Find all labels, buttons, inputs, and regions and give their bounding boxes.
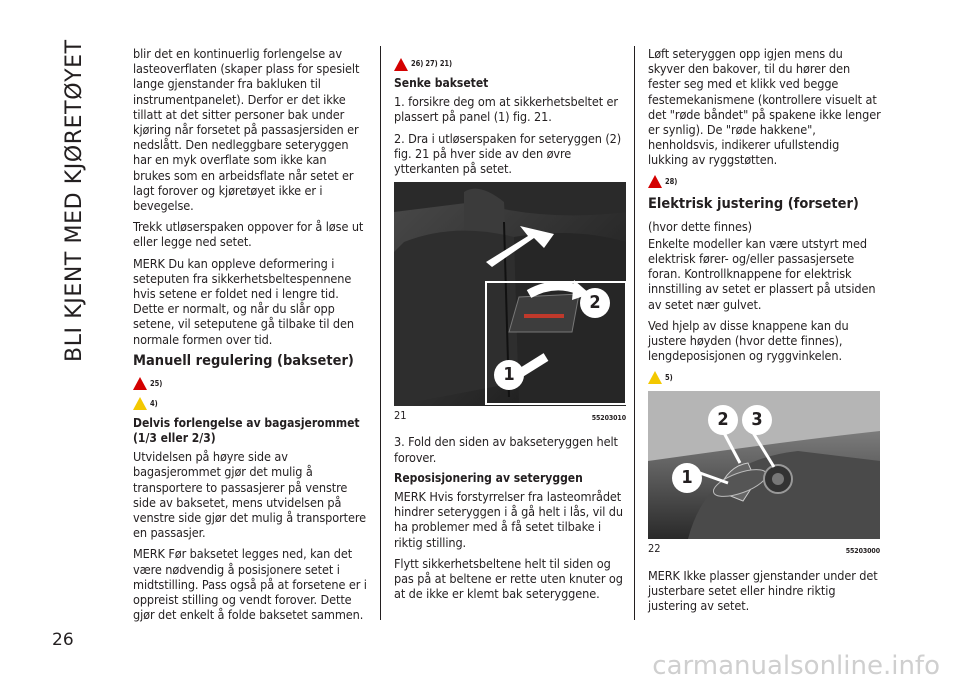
note-triangle-icon	[648, 371, 662, 384]
warning-reference: 26) 27) 21)	[394, 56, 628, 72]
note-paragraph: MERK Du kan oppleve deformering i seteputen fra sikkerhetsbeltespennene hvis setene er foldet ned i lengre tid. Dette er normalt, og når du slår opp setene, vil seteputene gå tilbake til den normale formen over tid.	[133, 255, 354, 347]
callout-3: 3	[742, 405, 772, 435]
section-heading: Elektrisk justering (forseter)	[648, 195, 859, 212]
figure-number: 22	[648, 542, 661, 556]
paragraph: Enkelte modeller kan være utstyrt med elektrisk fører- og/eller passasjersete foran. Kontrollknappene for elektrisk innstilling av setet er plassert på utsiden av setet nær gulvet.	[648, 235, 876, 312]
figure-21	[394, 182, 626, 426]
step-3: 3. Fold den siden av bakseteryggen helt forover.	[394, 434, 618, 465]
page-number: 26	[52, 630, 74, 650]
figure-number: 21	[394, 409, 407, 423]
figure-code: 55203010	[591, 414, 626, 423]
paragraph: Trekk utløserspaken oppover for å løse ut eller legge ned setet.	[133, 219, 364, 250]
callout-1: 1	[494, 360, 524, 390]
rear-seat-photo	[394, 182, 626, 406]
note-paragraph: MERK Før baksetet legges ned, kan det være nødvendig å posisjonere setet i midtstilling. Pass også på at forsetene er i oppreist stilling og vendt forover. Dette gjør det enkelt å folde baksetet sammen.	[133, 546, 367, 623]
watermark: carmanualsonline.info	[652, 651, 940, 681]
paragraph: (hvor dette finnes)	[648, 218, 753, 234]
callout-1: 1	[672, 463, 702, 493]
paragraph: blir det en kontinuerlig forlengelse av lasteoverflaten (skaper plass for spesielt lange gjenstander fra bakluken til instrumentpanelet). Derfor er det ikke tillatt at det sitter personer bak under kjøring når forsetet på passasjersiden er nedslått. Den nedleggbare seteryggen har en myk overflate som ikke kan brukes som en arbeidsflate når setet er lagt forover og kjøretøyet ikke er i bevegelse.	[133, 46, 360, 214]
callout-2: 2	[580, 288, 610, 318]
section-heading: Manuell regulering (bakseter)	[133, 352, 354, 369]
warning-reference: 25)	[133, 376, 367, 392]
subheading: Reposisjonering av seteryggen	[394, 470, 583, 485]
paragraph: Flytt sikkerhetsbeltene helt til siden og pas på at beltene er rette uten knuter og at de ikke er klemt bak seteryggene.	[394, 555, 623, 602]
warning-reference: 28)	[648, 174, 882, 190]
column-divider	[380, 46, 381, 620]
subheading: Delvis forlengelse av bagasjerommet (1/3 eller 2/3)	[133, 415, 360, 446]
warning-triangle-icon	[648, 175, 662, 188]
step-2: 2. Dra i utløserspaken for seteryggen (2) fig. 21 på hver side av den øvre ytterkanten på setet.	[394, 130, 622, 177]
warning-triangle-icon	[133, 377, 147, 390]
subheading: Senke baksetet	[394, 76, 489, 90]
paragraph: Utvidelsen på høyre side av bagasjerommet gjør det mulig å transportere to passasjerer på venstre side av baksetet, mens utvidelsen på venstre side gjør det mulig å transportere en passasjer.	[133, 449, 367, 541]
note-reference: 5)	[648, 369, 882, 385]
column-divider	[634, 46, 635, 620]
column-1	[133, 46, 367, 629]
callout-2: 2	[708, 405, 738, 435]
column-2	[394, 46, 628, 607]
sidebar-chapter-title: BLI KJENT MED KJØRETØYET	[62, 39, 87, 362]
paragraph: Ved hjelp av disse knappene kan du justere høyden (hvor dette finnes), lengdeposisjonen og ryggvinkelen.	[648, 317, 849, 364]
figure-caption	[394, 408, 626, 426]
step-1: 1. forsikre deg om at sikkerhetsbeltet er plassert på panel (1) fig. 21.	[394, 94, 618, 125]
note-reference: 4)	[133, 396, 367, 412]
warning-triangle-icon	[394, 58, 408, 71]
note-paragraph: MERK Hvis forstyrrelser fra lasteområdet hindrer seteryggen i å gå helt i lås, vil du ha problemer med å få setet tilbake i riktig stilling.	[394, 489, 623, 550]
seat-controls-photo	[648, 391, 880, 539]
paragraph: Løft seteryggen opp igjen mens du skyver den bakover, til du hører den fester seg med et klikk ved begge festemekanismene (kontrollere visuelt at det "røde båndet" på spakene ikke lenger er synlig). De "røde hakkene", henholdsvis, indikerer ufullstendig lukking av ryggstøtten.	[648, 46, 881, 168]
note-triangle-icon	[133, 397, 147, 410]
figure-code: 55203000	[845, 547, 880, 556]
column-3	[648, 46, 882, 619]
note-paragraph: MERK Ikke plasser gjenstander under det justerbare setet eller hindre riktig justering av setet.	[648, 567, 878, 614]
figure-caption	[648, 541, 880, 559]
figure-22	[648, 391, 880, 559]
